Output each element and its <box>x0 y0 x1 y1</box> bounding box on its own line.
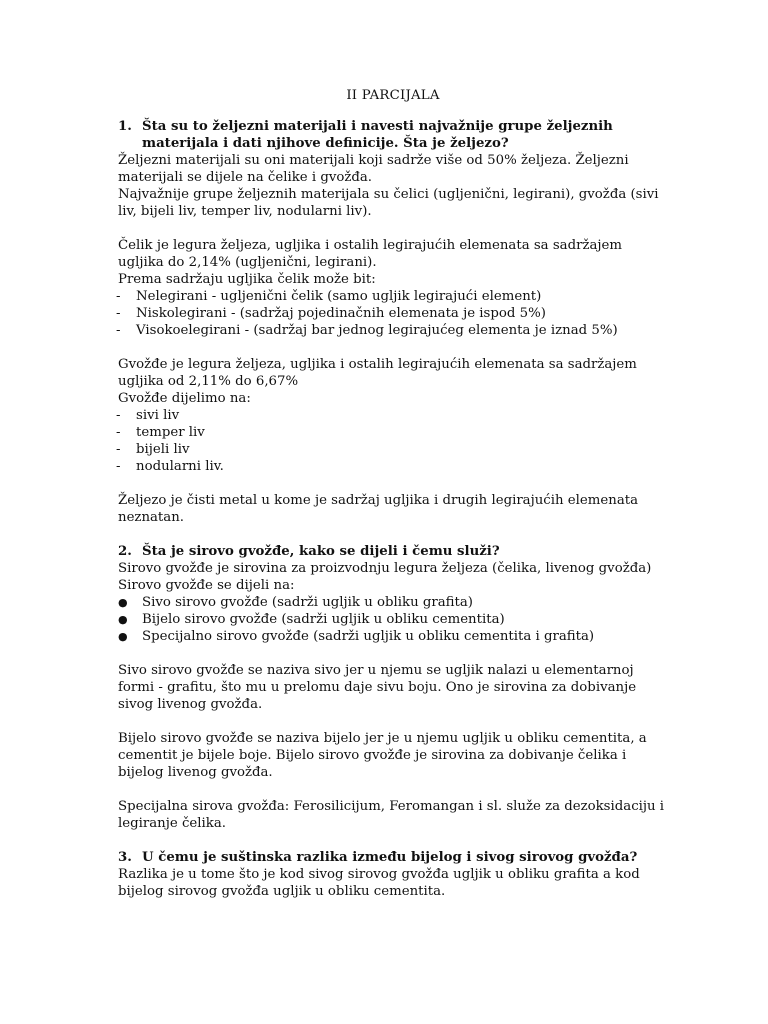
question-2-number: 2. <box>118 544 132 559</box>
list-item: ● Sivo sirovo gvožđe (sadrži ugljik u obliku grafita) <box>118 595 473 610</box>
list-item: - bijeli liv <box>116 442 190 457</box>
list-item: - Niskolegirani - (sadržaj pojedinačnih elemenata je ispod 5%) <box>116 306 546 321</box>
steel-types-list <box>118 288 668 339</box>
pig-iron-types-list <box>118 594 668 645</box>
q2-paragraph-4: Bijelo sirovo gvožđe se naziva bijelo jer je u njemu ugljik u obliku cementita, a cementit je bijele boje. Bijelo sirovo gvožđe je sirovina za dobivanje čelika i bijelog livenog gvožđa. <box>118 731 647 780</box>
dash-marker: - <box>116 323 121 338</box>
question-3-number: 3. <box>118 850 132 865</box>
q1-paragraph-1: Željezni materijali su oni materijali koji sadrže više od 50% željeza. Željezni materijali se dijele na čelike i gvožđa. <box>118 153 629 185</box>
q1-paragraph-3: Čelik je legura željeza, ugljika i ostalih legirajućih elemenata sa sadržajem ugljika do 2,14% (ugljenični, legirani). <box>118 238 622 270</box>
question-3-heading <box>118 849 668 866</box>
question-1-text: Šta su to željezni materijali i navesti najvažnije grupe željeznih materijala i dati njihove definicije. Šta je željezo? <box>142 119 613 151</box>
q2-paragraph-3: Sivo sirovo gvožđe se naziva sivo jer u njemu se ugljik nalazi u elementarnoj formi - grafitu, što mu u prelomu daje sivu boju. Ono je sirovina za dobivanje sivog livenog gvožđa. <box>118 663 637 712</box>
dash-marker: - <box>116 306 121 321</box>
list-item: - nodularni liv. <box>116 459 224 474</box>
list-item: - Nelegirani - ugljenični čelik (samo ugljik legirajući element) <box>116 289 542 304</box>
dash-marker: - <box>116 459 121 474</box>
q2-paragraph-1: Sirovo gvožđe je sirovina za proizvodnju legura željeza (čelika, livenog gvožđa) <box>118 561 652 576</box>
q1-paragraph-4: Prema sadržaju ugljika čelik može bit: <box>118 272 376 287</box>
question-2-text: Šta je sirovo gvožđe, kako se dijeli i čemu služi? <box>142 544 500 559</box>
dash-marker: - <box>116 425 121 440</box>
q1-paragraph-5: Gvožđe je legura željeza, ugljika i ostalih legirajućih elemenata sa sadržajem ugljika od 2,11% do 6,67% <box>118 357 637 389</box>
dash-marker: - <box>116 408 121 423</box>
question-2-heading <box>118 543 668 560</box>
bullet-marker: ● <box>118 630 128 643</box>
q2-paragraph-2: Sirovo gvožđe se dijeli na: <box>118 578 295 593</box>
q2-paragraph-5: Specijalna sirova gvožđa: Ferosilicijum, Feromangan i sl. služe za dezoksidaciju i legiranje čelika. <box>118 799 665 831</box>
q1-paragraph-7: Željezo je čisti metal u kome je sadržaj ugljika i drugih legirajućih elemenata neznatan. <box>118 493 639 525</box>
list-item: ● Specijalno sirovo gvožđe (sadrži ugljik u obliku cementita i grafita) <box>118 629 595 644</box>
q1-paragraph-2: Najvažnije grupe željeznih materijala su čelici (ugljenični, legirani), gvožđa (sivi liv, bijeli liv, temper liv, nodularni liv). <box>118 187 659 219</box>
list-item: - sivi liv <box>116 408 180 423</box>
page-title: II PARCIJALA <box>346 88 440 103</box>
bullet-marker: ● <box>118 596 128 609</box>
bullet-marker: ● <box>118 613 128 626</box>
iron-types-list <box>118 407 668 475</box>
question-3-text: U čemu je suštinska razlika između bijelog i sivog sirovog gvožđa? <box>142 850 638 865</box>
dash-marker: - <box>116 289 121 304</box>
question-1-heading <box>118 118 668 152</box>
list-item: - temper liv <box>116 425 205 440</box>
q3-paragraph-1: Razlika je u tome što je kod sivog sirovog gvožđa ugljik u obliku grafita a kod bijelog sirovog gvožđa ugljik u obliku cementita. <box>118 867 640 899</box>
q1-paragraph-6: Gvožđe dijelimo na: <box>118 391 251 406</box>
question-1-number: 1. <box>118 119 132 134</box>
dash-marker: - <box>116 442 121 457</box>
list-item: ● Bijelo sirovo gvožđe (sadrži ugljik u obliku cementita) <box>118 612 505 627</box>
list-item: - Visokoelegirani - (sadržaj bar jednog legirajućeg elementa je iznad 5%) <box>116 323 618 338</box>
